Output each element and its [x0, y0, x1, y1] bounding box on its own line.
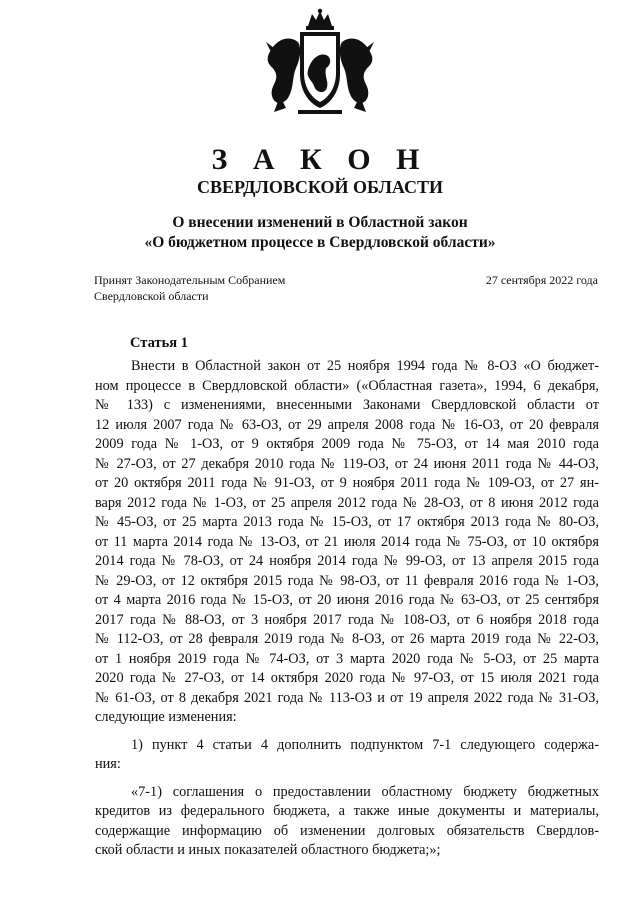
text-line: № 112-ОЗ, от 28 февраля 2019 года № 8-ОЗ, от 26 марта 2019 года № 22-ОЗ,: [95, 631, 599, 647]
text-line: 2014 года № 78-ОЗ, от 24 ноября 2014 года № 99-ОЗ, от 13 апреля 2015 года: [95, 553, 599, 569]
text-line: ской области и иных показателей областного бюджета;»;: [95, 842, 441, 858]
text-line: кредитов из федерального бюджета, а также иные документы и материалы,: [95, 803, 599, 819]
text-line: варя 2012 года № 1-ОЗ, от 25 апреля 2012 года № 28-ОЗ, от 8 июня 2012 года: [95, 494, 599, 511]
text-line: 2009 года № 1-ОЗ, от 9 октября 2009 года № 75-ОЗ, от 14 мая 2010 года: [95, 436, 599, 452]
paragraph-subitem-7-1: [95, 783, 599, 861]
text-line: ном процессе в Свердловской области» («Областная газета», 1994, 6 декабря,: [95, 377, 599, 394]
adopted-line: Свердловской области: [94, 289, 209, 303]
text-line: 2020 года № 27-ОЗ, от 14 октября 2020 года № 97-ОЗ, от 15 июля 2021 года: [95, 670, 599, 686]
text-line: 1) пункт 4 статьи 4 дополнить подпунктом 7-1 следующего содержа-: [131, 736, 599, 753]
text-line: № 45-ОЗ, от 25 марта 2013 года № 15-ОЗ, от 17 октября 2013 года № 80-ОЗ,: [95, 514, 599, 530]
text-line: от 1 ноября 2019 года № 74-ОЗ, от 3 марта 2020 года № 5-ОЗ, от 25 марта: [95, 650, 599, 667]
text-line: № 27-ОЗ, от 27 декабря 2010 года № 119-ОЗ, от 24 июня 2011 года № 44-ОЗ,: [95, 455, 599, 472]
law-name-line: «О бюджетном процессе в Свердловской области»: [144, 234, 496, 251]
text-line: № 29-ОЗ, от 12 октября 2015 года № 98-ОЗ, от 11 февраля 2016 года № 1-ОЗ,: [95, 572, 599, 589]
paragraph-amendments: [95, 357, 599, 728]
adopted-by: [94, 272, 324, 304]
text-line: следующие изменения:: [95, 709, 237, 725]
text-line: № 61-ОЗ, от 8 декабря 2021 года № 113-ОЗ и от 19 апреля 2022 года № 31-ОЗ,: [95, 689, 599, 706]
text-line: «7-1) соглашения о предоставлении областному бюджету бюджетных: [131, 783, 599, 800]
text-line: Внести в Областной закон от 25 ноября 1994 года № 8-ОЗ «О бюджет-: [131, 358, 599, 374]
text-line: от 4 марта 2016 года № 15-ОЗ, от 20 июня 2016 года № 63-ОЗ, от 25 сентября: [95, 592, 599, 608]
adopted-line: Принят Законодательным Собранием: [94, 273, 286, 287]
coat-of-arms-icon: [260, 8, 380, 120]
text-line: от 20 октября 2011 года № 91-ОЗ, от 9 ноября 2011 года № 109-ОЗ, от 27 ян-: [95, 475, 599, 491]
article-body: [95, 357, 599, 861]
law-title: З А К О Н: [211, 143, 429, 176]
text-line: 2017 года № 88-ОЗ, от 3 ноября 2017 года № 108-ОЗ, от 6 ноября 2018 года: [95, 611, 599, 628]
text-line: № 133) с изменениями, внесенными Законами Свердловской области от: [95, 397, 599, 413]
law-name: [0, 213, 640, 253]
paragraph-item-1: [95, 736, 599, 775]
text-line: от 11 марта 2014 года № 13-ОЗ, от 21 июля 2014 года № 75-ОЗ, от 10 октября: [95, 533, 599, 550]
article-heading: Статья 1: [130, 335, 188, 351]
adoption-date: 27 сентября 2022 года: [485, 273, 598, 287]
text-line: ния:: [95, 756, 121, 772]
region-title: СВЕРДЛОВСКОЙ ОБЛАСТИ: [197, 177, 443, 197]
text-line: 12 июля 2007 года № 63-ОЗ, от 29 апреля 2008 года № 16-ОЗ, от 20 февраля: [95, 416, 599, 433]
text-line: содержащие информацию об изменении долговых обязательств Свердлов-: [95, 822, 599, 839]
law-name-line: О внесении изменений в Областной закон: [172, 214, 468, 231]
